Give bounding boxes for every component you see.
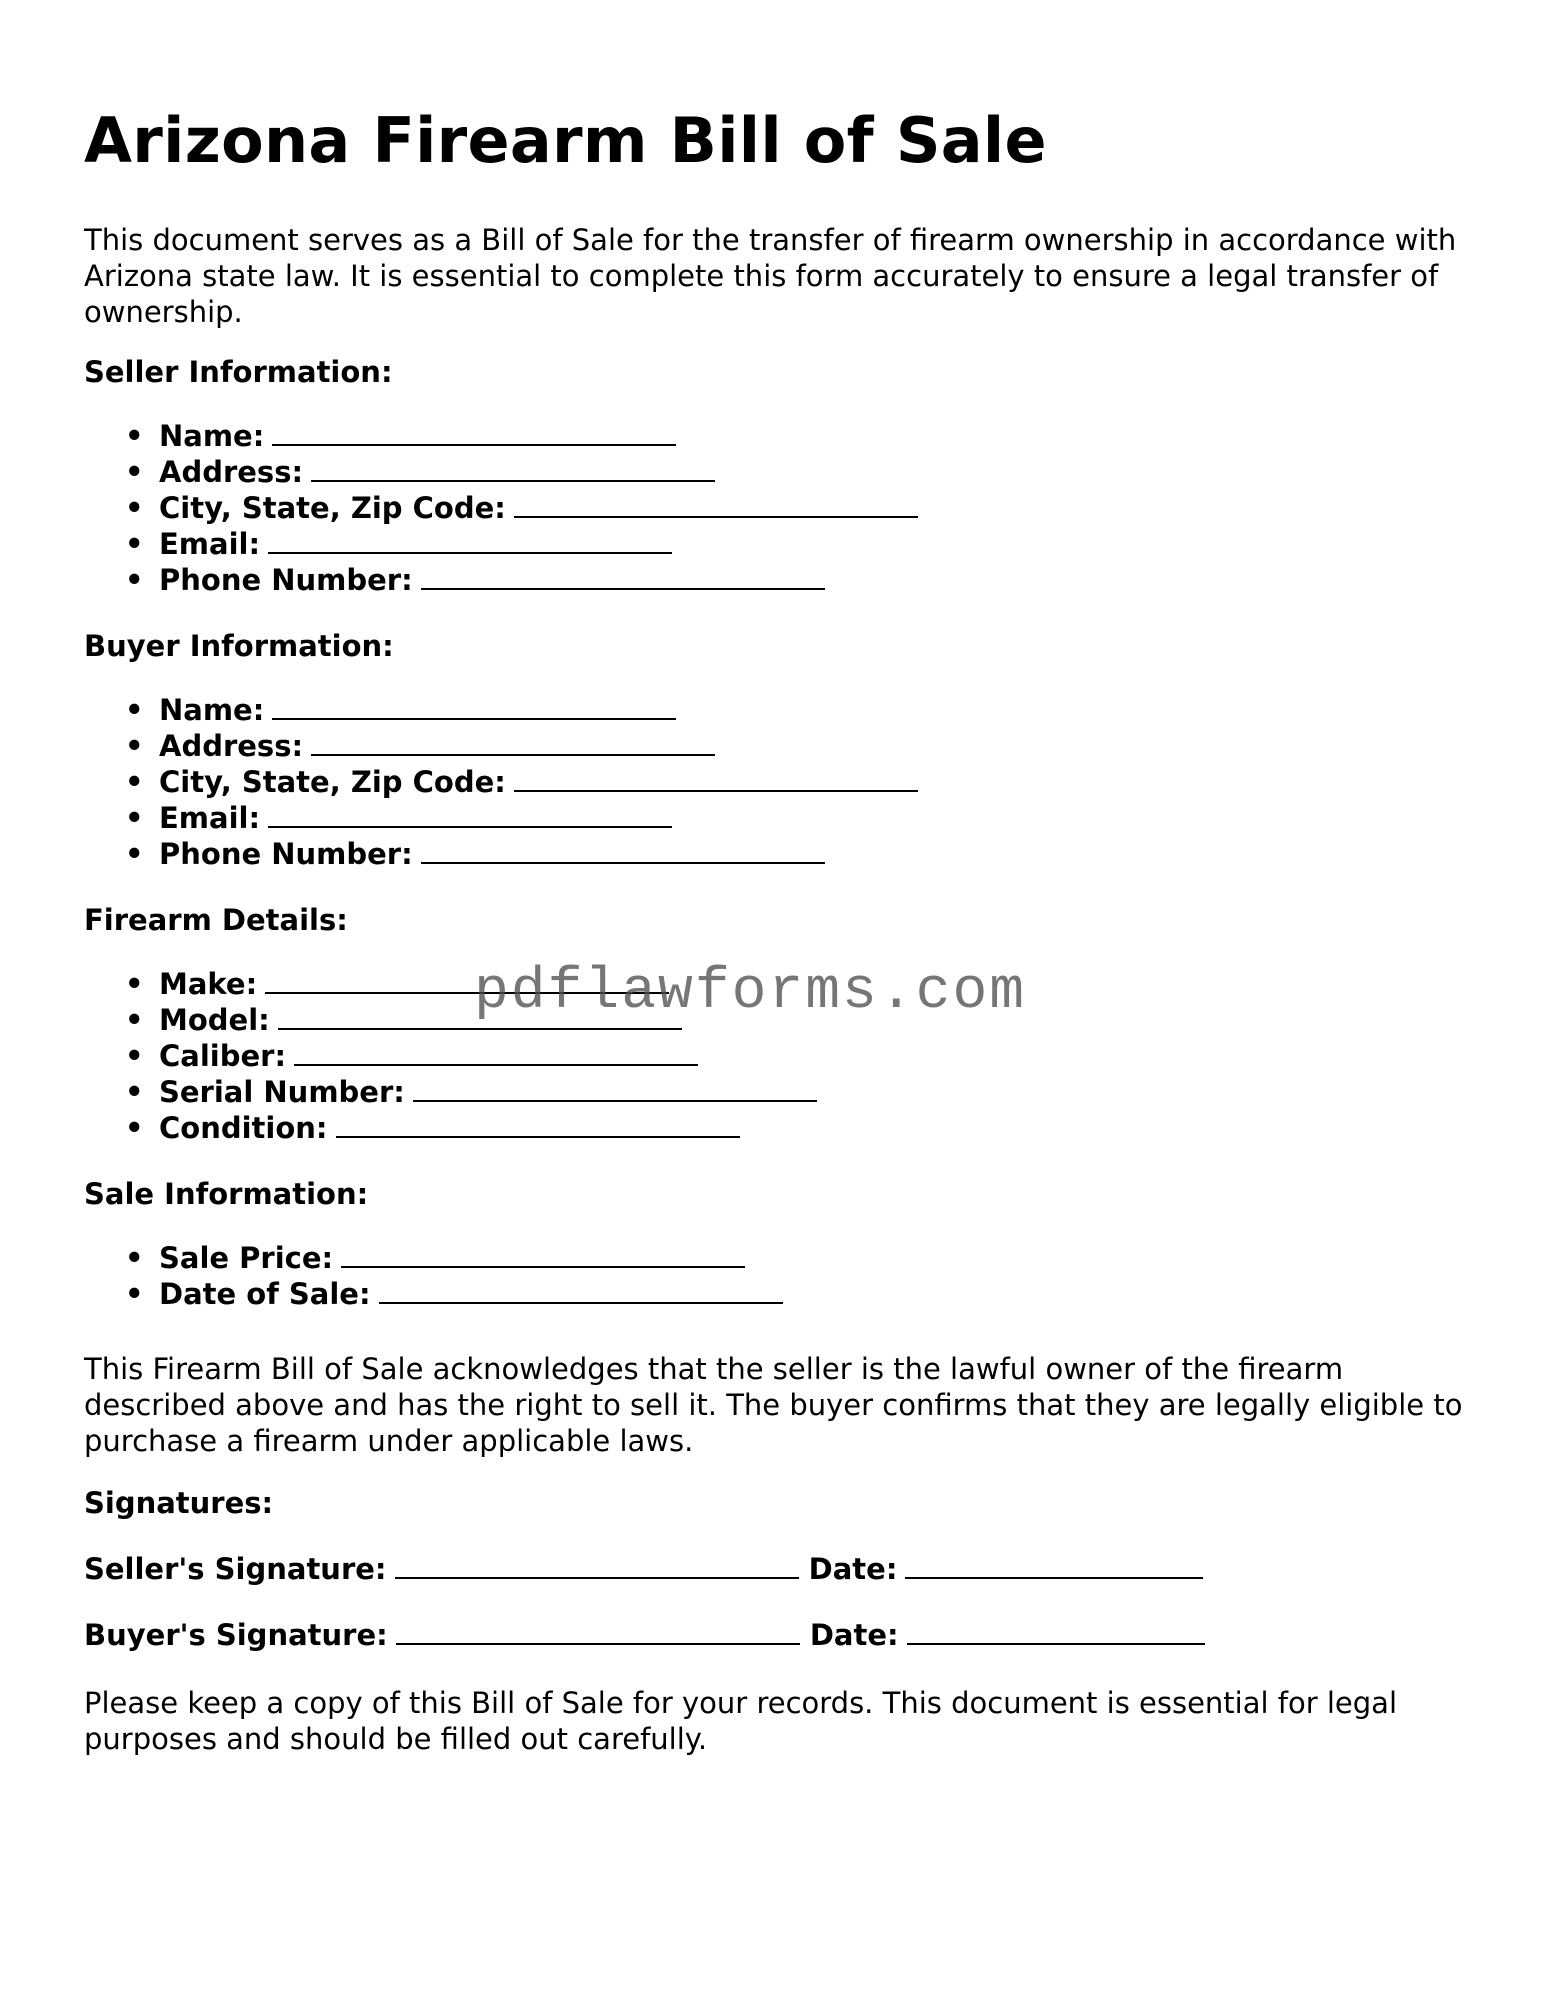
- sale-date-field: • Date of Sale:: [159, 1276, 783, 1312]
- buyer-city-state-zip-field: • City, State, Zip Code:: [159, 764, 918, 800]
- buyer-phone-field: • Phone Number:: [159, 836, 918, 872]
- document-title: Arizona Firearm Bill of Sale: [84, 104, 1047, 177]
- buyer-fields: [84, 692, 918, 872]
- firearm-caliber-blank[interactable]: [294, 1038, 698, 1066]
- firearm-serial-field: • Serial Number:: [159, 1074, 817, 1110]
- buyer-city-state-zip-blank[interactable]: [514, 764, 918, 792]
- seller-fields: [84, 418, 918, 598]
- acknowledgment-paragraph: This Firearm Bill of Sale acknowledges that the seller is the lawful owner of the firearm described above and has the right to sell it. The buyer confirms that they are legally eligible to purchase a firearm under applicable laws.: [84, 1352, 1463, 1458]
- buyer-address-field: • Address:: [159, 728, 918, 764]
- seller-address-field: • Address:: [159, 454, 918, 490]
- buyer-email-blank[interactable]: [268, 800, 672, 828]
- buyer-date-blank[interactable]: [907, 1617, 1205, 1645]
- seller-email-blank[interactable]: [268, 526, 672, 554]
- seller-date-blank[interactable]: [905, 1551, 1203, 1579]
- seller-email-field: • Email:: [159, 526, 918, 562]
- seller-address-blank[interactable]: [311, 454, 715, 482]
- buyer-signature-blank[interactable]: [396, 1617, 800, 1645]
- seller-phone-blank[interactable]: [421, 562, 825, 590]
- seller-name-field: • Name:: [159, 418, 918, 454]
- firearm-serial-blank[interactable]: [413, 1074, 817, 1102]
- firearm-condition-field: • Condition:: [159, 1110, 817, 1146]
- seller-signature-line: Seller's Signature: Date:: [84, 1551, 1203, 1587]
- buyer-phone-blank[interactable]: [421, 836, 825, 864]
- firearm-caliber-field: • Caliber:: [159, 1038, 817, 1074]
- sale-price-blank[interactable]: [341, 1240, 745, 1268]
- watermark-text: pdflawforms.com: [474, 960, 1027, 1025]
- firearm-make-blank[interactable]: [265, 966, 669, 994]
- seller-city-state-zip-field: • City, State, Zip Code:: [159, 490, 918, 526]
- seller-name-blank[interactable]: [272, 418, 676, 446]
- signatures-heading: Signatures:: [84, 1486, 274, 1520]
- sale-date-blank[interactable]: [379, 1276, 783, 1304]
- intro-paragraph: This document serves as a Bill of Sale for the transfer of firearm ownership in accordance with Arizona state law. It is essential to complete this form accurately to ensure a legal transfer of ownership.: [84, 223, 1457, 329]
- buyer-name-field: • Name:: [159, 692, 918, 728]
- buyer-name-blank[interactable]: [272, 692, 676, 720]
- seller-city-state-zip-blank[interactable]: [514, 490, 918, 518]
- seller-heading: Seller Information:: [84, 355, 393, 389]
- buyer-address-blank[interactable]: [311, 728, 715, 756]
- sale-price-field: • Sale Price:: [159, 1240, 783, 1276]
- sale-fields: [84, 1240, 783, 1312]
- buyer-signature-line: Buyer's Signature: Date:: [84, 1617, 1205, 1653]
- buyer-email-field: • Email:: [159, 800, 918, 836]
- firearm-fields: [84, 966, 817, 1146]
- firearm-make-field: • Make:: [159, 966, 817, 1002]
- firearm-condition-blank[interactable]: [336, 1110, 740, 1138]
- firearm-model-field: • Model:: [159, 1002, 817, 1038]
- seller-signature-blank[interactable]: [395, 1551, 799, 1579]
- seller-phone-field: • Phone Number:: [159, 562, 918, 598]
- closing-paragraph: Please keep a copy of this Bill of Sale for your records. This document is essential for legal purposes and should be filled out carefully.: [84, 1686, 1398, 1756]
- buyer-heading: Buyer Information:: [84, 629, 394, 663]
- firearm-model-blank[interactable]: [278, 1002, 682, 1030]
- sale-heading: Sale Information:: [84, 1177, 369, 1211]
- firearm-heading: Firearm Details:: [84, 903, 348, 937]
